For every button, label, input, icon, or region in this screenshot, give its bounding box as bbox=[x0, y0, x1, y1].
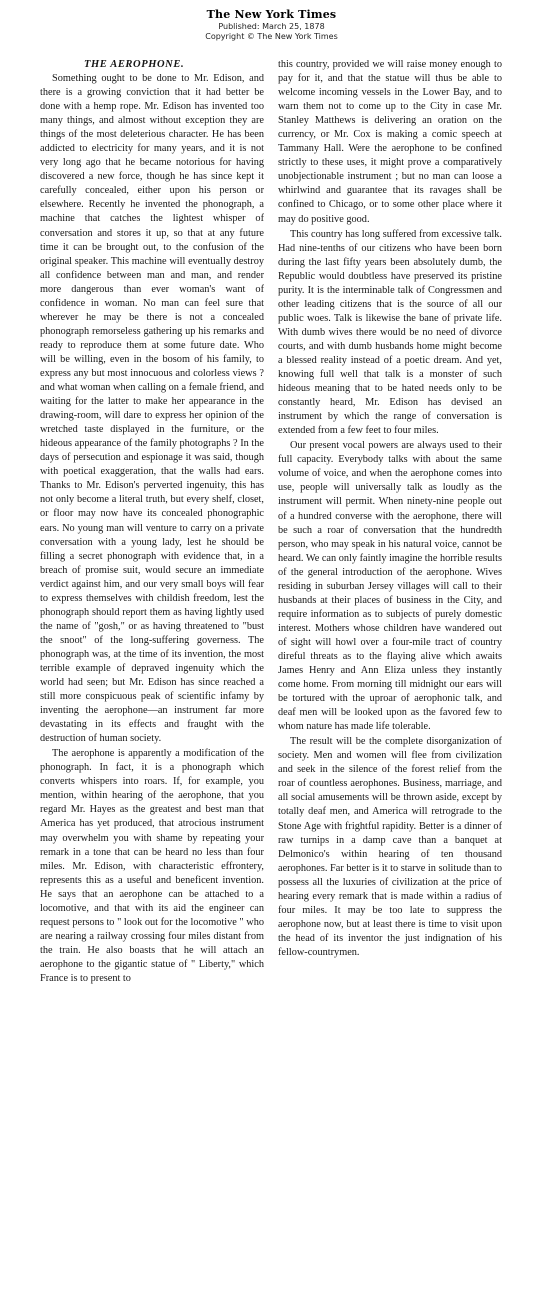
article bbox=[40, 58, 506, 1298]
publication-date: Published: March 25, 1878 bbox=[218, 22, 325, 31]
newspaper-name: The New York Times bbox=[206, 8, 337, 21]
headline-text: THE AEROPHONE. bbox=[84, 59, 185, 70]
paragraph-3: this country, provided we will raise money enough to pay for it, and that the statue will thus be able to welcome incoming vessels in the Lower Bay, and to warn them not to come up to the City in case Mr. Stanley Matthews is delivering an oration on the currency, or Mr. Cox is making a comic speech at Tammany Hall. Were the aerophone to be confined strictly to these uses, it might prove a comparatively unobjectionable instrument ; but no man can loose a whirlwind and guarantee that its ravages shall be confined to Chicago, or to some other place where it may do positive good. bbox=[278, 59, 502, 225]
paragraph-4: This country has long suffered from excessive talk. Had nine-tenths of our citizens who have been born during the last fifty years been absolutely dumb, the Republic would doubtless have preserved its pristine purity. It is the interminable talk of Congressmen and other leading citizens that is the source of all our public woes. Talk is likewise the bane of private life. With dumb wives there would be no need of divorce courts, and with dumb husbands home might become a blessed reality instead of a poetic dream. And yet, knowing full well that talk is a monster of such hideous meaning that to be hated needs only to be constantly heard, Mr. Edison has devised an instrument by which the range of conversation is extended from a few feet to four miles. bbox=[278, 228, 502, 437]
paragraph-1: Something ought to be done to Mr. Edison, and there is a growing conviction that it had better be done with a hemp rope. Mr. Edison has invented too many things, and almost without exception they are things of the most deleterious character. He has been addicted to electricity for many years, and it is not very long ago that he became notorious for having discovered a new force, though he has since kept it carefully concealed, either upon his person or elsewhere. Recently he invented the phonograph, a machine that catches the lightest whisper of conversation and stores it up, so that at any future time it can be brought out, to the confusion of the original speaker. This machine will eventually destroy all confidence between man and man, and render more dangerous than ever woman's want of confidence in woman. No man can feel sure that wherever he may be there is not a concealed phonograph remorseless gathering up his remarks and ready to reproduce them at some future date. Who will be willing, even in the bosom of his family, to express any but most innocuous and colorless views ? and what woman when calling on a female friend, and waiting for the latter to make her appearance in the drawing-room, will dare to express her opinion of the wretched taste displayed in the furniture, or the hideous appearance of the family photographs ? In the days of persecution and espionage it was said, though with poetical exaggeration, that the walls had ears. Thanks to Mr. Edison's perverted ingenuity, this has not only become a literal truth, but every shelf, closet, or floor may now have its concealed phonographic ears. No young man will venture to carry on a private conversation with a young lady, lest he should be filling a secret phonograph with evidence that, in a breach of promise suit, would secure an immediate verdict against him, and our very small boys will fear to express themselves with childish freedom, lest the phonograph should report them as having lightly used the name of "gosh," or as having threatened to "bust the snoot" of the long-suffering governess. The phonograph was, at the time of its invention, the most terrible example of depraved ingenuity which the world had seen; but Mr. Edison has since reached a still more conspicuous peak of scientific infamy by inventing the aerophone—an instrument far more devastating in its effects and fraught with the destruction of human society. bbox=[40, 73, 264, 745]
column-left bbox=[40, 58, 264, 1298]
article-headline bbox=[40, 58, 264, 72]
copyright-notice: Copyright © The New York Times bbox=[205, 32, 338, 41]
paragraph-6: The result will be the complete disorganization of society. Men and women will flee from civilization and seek in the silence of the forest relief from the roar of countless aerophones. Business, marriage, and all social amusements will be thrown aside, except by totally deaf men, and America will retrograde to the Stone Age with frightful rapidity. Better is a dinner of raw turnips in a damp cave than a banquet at Delmonico's within hearing of ten thousand aerophones. Far better is it to starve in solitude than to possess all the luxuries of civilization at the price of hearing every remark that is made within a radius of four miles. It may be too late to suppress the aerophone now, but at least there is time to visit upon the head of its inventor the just indignation of his fellow-countrymen. bbox=[278, 736, 502, 958]
paragraph-5: Our present vocal powers are always used to their full capacity. Everybody talks with about the same volume of voice, and when the aerophone comes into use, people will universally talk as loudly as the instrument will permit. When ninety-nine people out of a hundred converse with the aerophone, there will be such a roar of conversation that the hundredth person, who may speak in his natural voice, cannot be heard. We can only faintly imagine the horrible results of the general introduction of the aerophone. Wives residing in suburban Jersey villages will call to their husbands at their places of business in the City, and require information as to subjects of purely domestic interest. Mothers whose children have wandered out of sight will howl over a four-mile tract of country direful threats as to the flaying alive which awaits James Henry and Ann Eliza unless they instantly come home. From morning till midnight our ears will be tortured with the uproar of aerophonic talk, and deaf men will be looked upon as the favored few to whom nature has made life tolerable. bbox=[278, 440, 502, 733]
paragraph-2: The aerophone is apparently a modification of the phonograph. In fact, it is a phonograph which converts whispers into roars. If, for example, you mention, within hearing of the aerophone, that you regard Mr. Hayes as the greatest and best man that America has yet produced, that atrocious instrument may overwhelm you with shame by repeating your remark in a tone that can be heard no less than four miles. Mr. Edison, with characteristic effrontery, represents this as a useful and beneficent invention. He says that an aerophone can be attached to a locomotive, and that with its aid the engineer can request persons to " look out for the locomotive " who are nearing a railway crossing four miles distant from the train. He also boasts that he will attach an aerophone to the gigantic statue of " Liberty," which France is to present to bbox=[40, 748, 264, 984]
masthead bbox=[0, 8, 543, 42]
column-right bbox=[278, 58, 502, 1298]
